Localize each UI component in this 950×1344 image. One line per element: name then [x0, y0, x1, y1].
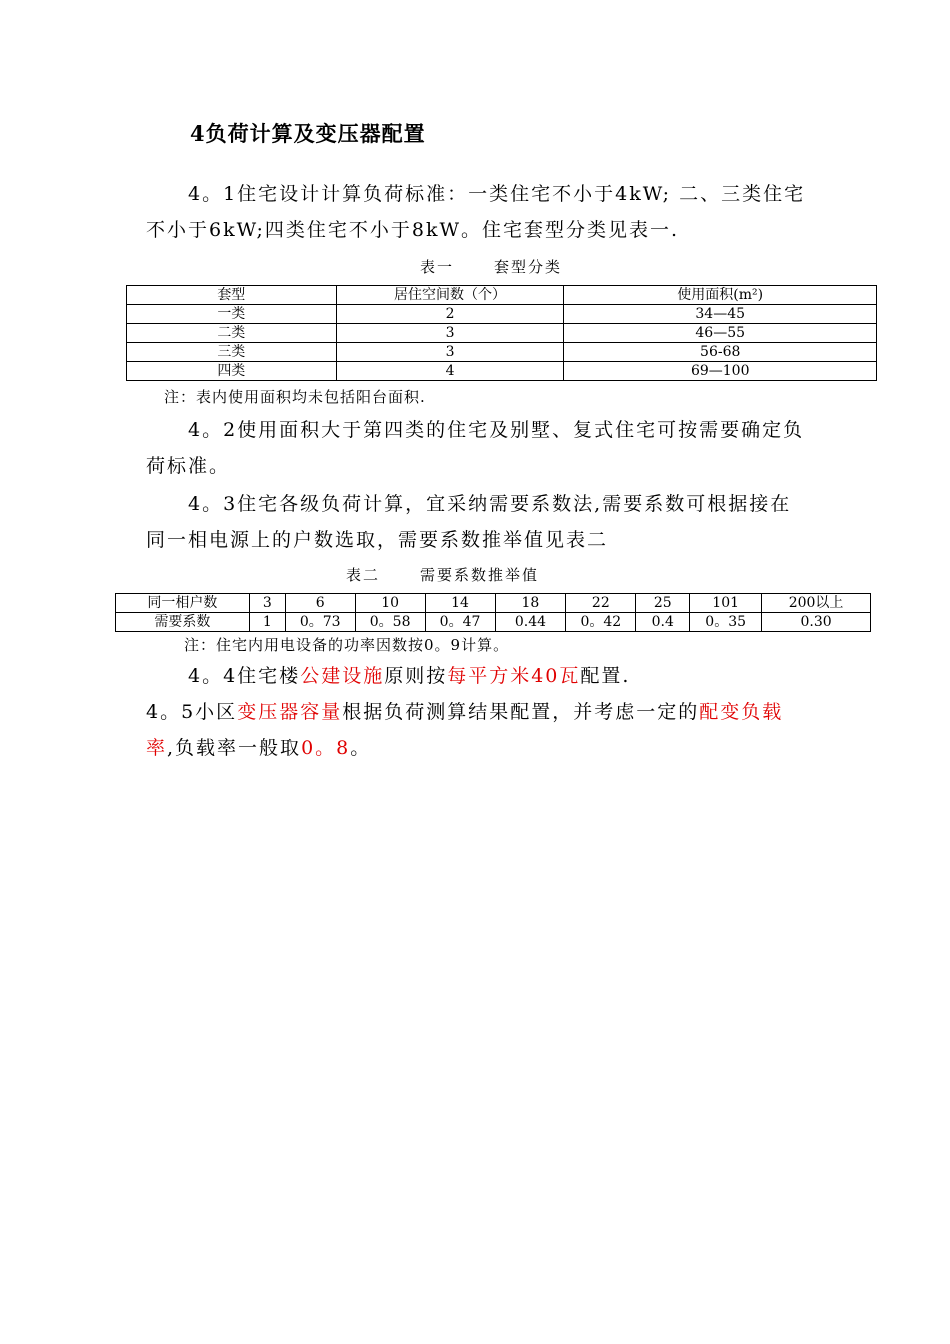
highlight-text: 配变负载率 — [146, 701, 784, 759]
text-run: 原则按 — [384, 665, 448, 687]
table-row-factors — [116, 613, 871, 632]
highlight-text: 公建设施 — [300, 665, 385, 687]
table-row — [127, 343, 877, 362]
table-cell: 3 — [336, 343, 564, 362]
table-cell: 0.30 — [762, 613, 871, 632]
table-cell: 0。73 — [285, 613, 355, 632]
table-cell: 一类 — [127, 305, 337, 324]
table-cell: 4 — [336, 362, 564, 381]
table2-caption-title: 需要系数推举值 — [420, 566, 540, 584]
table-cell: 22 — [566, 594, 636, 613]
paragraph-4-2: 4。2使用面积大于第四类的住宅及别墅、复式住宅可按需要确定负荷标准。 — [146, 419, 805, 477]
highlight-text: 每平方米40瓦 — [447, 665, 581, 687]
text-run: 根据负荷测算结果配置，并考虑一定的 — [342, 701, 700, 723]
paragraph-4-3: 4。3住宅各级负荷计算，宜采纳需要系数法,需要系数可根据接在同一相电源上的户数选取，需要系数推举值见表二 — [146, 493, 792, 551]
text-run: 4。5小区 — [146, 701, 238, 723]
table-cell: 三类 — [127, 343, 337, 362]
table1-note: 注：表内使用面积均未包括阳台面积. — [164, 388, 426, 406]
table-header-cell: 套型 — [127, 286, 337, 305]
table-cell: 69—100 — [564, 362, 877, 381]
table-cell: 3 — [336, 324, 564, 343]
table-header-row — [127, 286, 877, 305]
table-cell: 25 — [636, 594, 690, 613]
table1-caption — [420, 256, 562, 277]
paragraph-4-4 — [146, 658, 810, 694]
text-run: ,负载率一般取 — [167, 737, 302, 759]
table-header-cell: 使用面积(m²) — [564, 286, 877, 305]
table1-caption-no: 表一 — [420, 258, 455, 276]
table-cell: 200以上 — [762, 594, 871, 613]
table-cell: 18 — [495, 594, 566, 613]
highlight-text: 0。8 — [301, 737, 351, 759]
table-cell: 1 — [249, 613, 285, 632]
table2-caption — [346, 564, 539, 585]
table-cell: 101 — [690, 594, 762, 613]
table-header-cell: 居住空间数（个） — [336, 286, 564, 305]
table-cell: 0。35 — [690, 613, 762, 632]
table2-caption-no: 表二 — [346, 566, 381, 584]
table-cell: 0.4 — [636, 613, 690, 632]
table-cell: 0.44 — [495, 613, 566, 632]
table-cell: 四类 — [127, 362, 337, 381]
table1-caption-title: 套型分类 — [494, 258, 563, 276]
table-cell: 3 — [249, 594, 285, 613]
table-row — [127, 362, 877, 381]
table-cell: 同一相户数 — [116, 594, 250, 613]
table-row — [127, 324, 877, 343]
table-cell: 2 — [336, 305, 564, 324]
table-demand-factors — [115, 593, 871, 632]
table-cell: 二类 — [127, 324, 337, 343]
table-cell: 10 — [355, 594, 425, 613]
table-cell: 14 — [425, 594, 495, 613]
section-heading: 4负荷计算及变压器配置 — [190, 121, 426, 146]
table-cell: 34—45 — [564, 305, 877, 324]
paragraph-4-5 — [146, 694, 810, 766]
table-cell: 0。58 — [355, 613, 425, 632]
table-row-households — [116, 594, 871, 613]
paragraph-4-1: 4。1住宅设计计算负荷标准：一类住宅不小于4kW; 二、三类住宅不小于6kW;四类住宅不小于8kW。住宅套型分类见表一. — [146, 183, 806, 241]
table2-note: 注：住宅内用电设备的功率因数按0。9计算。 — [184, 636, 510, 654]
table-cell: 46—55 — [564, 324, 877, 343]
table-cell: 6 — [285, 594, 355, 613]
table-cell: 0。47 — [425, 613, 495, 632]
table-row — [127, 305, 877, 324]
table-cell: 56-68 — [564, 343, 877, 362]
text-run: 配置. — [580, 665, 631, 687]
table-unit-types — [126, 285, 877, 381]
text-run: 4。4住宅楼 — [188, 665, 301, 687]
text-run: 。 — [350, 737, 372, 759]
table-cell: 需要系数 — [116, 613, 250, 632]
table-cell: 0。42 — [566, 613, 636, 632]
highlight-text: 变压器容量 — [237, 701, 343, 723]
